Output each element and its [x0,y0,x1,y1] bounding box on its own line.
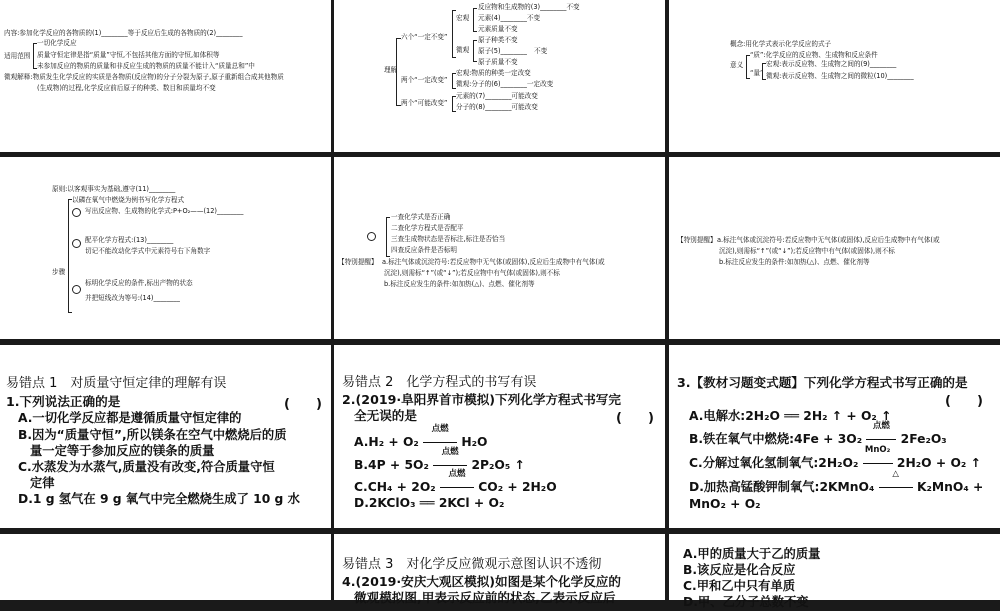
step: 切记不能改动化学式中元素符号右下角数字 [85,247,211,255]
answer-paren[interactable]: ( ) [616,411,654,426]
tip-a: a.标注气体或沉淀符号:若反应物中无气体(或固体),反应后生成物中有气体(或 [717,236,940,244]
option-a[interactable]: A.一切化学反应都是遵循质量守恒定律的 [18,411,242,425]
item: 原子种类不变 [478,36,518,44]
option-d[interactable]: D.1 g 氢气在 9 g 氧气中完全燃烧生成了 10 g 水 [18,492,300,506]
heading: 易错点 3 对化学反应微观示意图认识不透彻 [342,557,602,572]
option-b[interactable]: B.该反应是化合反应 [683,563,796,577]
slide-understanding [334,0,665,152]
condition-label: 点燃 [448,469,466,479]
option-d-right: K₂MnO₄ + [916,480,984,494]
option-c-cont: 定律 [30,476,55,490]
option-d-cont: MnO₂ + O₂ [689,497,761,511]
step-circle [367,232,376,241]
check-item: 一查化学式是否正确 [391,213,451,221]
condition-label: 点燃 [431,424,449,434]
question-cont: 微观模拟图,甲表示反应前的状态,乙表示反应后 [354,590,616,605]
item: 元素(4)________不变 [478,14,541,22]
slide-q1 [0,345,331,528]
condition-label: 点燃 [441,447,459,457]
condition-label: 点燃 [872,421,890,431]
micro-label: 微观 [456,46,470,54]
option-d-left: D.加热高锰酸钾制氧气:2KMnO₄ [689,480,875,494]
step-circle [72,285,81,294]
brace [473,40,477,62]
brace [68,199,72,313]
slide-checks [334,157,665,339]
slide-writing-steps [0,157,331,339]
question: 2.(2019·阜阳界首市模拟)下列化学方程式书写完 [342,392,621,407]
option-d[interactable]: D.甲、乙分子总数不变 [683,595,809,609]
heading: 易错点 1 对质量守恒定律的理解有误 [6,376,227,391]
option-b-cont: 量一定等于参加反应的镁条的质量 [30,444,215,458]
item: 元素质量不变 [478,25,518,33]
condition-label: MnO₂ [864,445,891,455]
group-label: 两个“可能改变” [401,99,448,107]
slide-blank [0,534,331,600]
option-c-right: CO₂ + 2H₂O [478,480,557,494]
tip-b: b.标注反应发生的条件:如加热(△)、点燃、催化剂等 [384,280,535,288]
option-a-right: H₂O [461,435,488,449]
option-b[interactable]: B.因为“质量守恒”,所以镁条在空气中燃烧后的质 [18,428,287,442]
tip-a: a.标注气体或沉淀符号:若反应物中无气体(或固体),反应后生成物中有气体(或 [382,258,605,266]
group-label: 六个“一定不变” [401,33,448,41]
option-b-right: 2P₂O₅ ↑ [471,458,525,472]
range-label: 适用范围 [4,52,31,60]
item: 原子质量不变 [478,58,518,66]
meaning-item: “质”:化学反应的反应物、生成物和反应条件 [750,51,878,59]
content-line: 内容:参加化学反应的各物质的(1)________等于反应后生成的各物质的(2)________ [4,29,243,37]
slide-q4 [334,534,665,605]
item: 原子(5)________ [478,47,527,55]
micro-line: (生成物)的过程,化学反应前后原子的种类、数目和质量均不变 [37,84,216,92]
slide-q4-options [669,534,1000,609]
condition-label: △ [892,469,899,479]
option-b[interactable] [689,421,947,448]
item: 反应物和生成物的(3)________不变 [478,3,580,11]
check-item: 二查化学方程式是否配平 [391,224,464,232]
item: 宏观:物质的种类一定改变 [456,69,531,77]
tip-title: 【特别提醒】 [338,258,378,266]
slide-tip [669,157,1000,339]
brace [473,8,477,32]
step-circle [72,239,81,248]
micro-line: 微观解释:物质发生化学反应的实质是各物质(反应物)的分子分裂为原子,原子重新组合成其他物质 [4,73,284,81]
option-c-left: C.分解过氧化氢制氧气:2H₂O₂ [689,456,859,470]
step: 并把短线改为等号:(14)________ [85,294,180,302]
answer-paren[interactable]: ( ) [945,394,983,409]
option-a[interactable]: A.甲的质量大于乙的质量 [683,547,821,561]
check-item: 四查反应条件是否标明 [391,246,457,254]
tip-title: 【特别提醒】 [677,236,717,244]
brace [396,38,401,106]
meaning-sub: 宏观:表示反应物、生成物之间的(9)________ [766,60,897,68]
option-b-right: 2Fe₂O₃ [900,432,947,446]
macro-label: 宏观 [456,14,470,22]
slide-q3 [669,345,1000,528]
item-suffix: 不变 [534,47,548,55]
step-circle [72,208,81,217]
range-item: 未参加反应的物质的质量和非反应生成的物质的质量不能计入“质量总和”中 [37,62,255,70]
condition [879,469,913,496]
option-c[interactable] [689,445,981,472]
question: 4.(2019·安庆大观区模拟)如图是某个化学反应的 [342,574,621,589]
root-label: 理解 [384,66,398,74]
example: 以磷在氧气中燃烧为例书写化学方程式 [72,196,185,204]
slide-q2 [334,345,665,528]
tip-b: b.标注反应发生的条件:如加热(△)、点燃、催化剂等 [719,258,870,266]
steps-label: 步骤 [52,268,66,276]
meaning-sub: 微观:表示反应物、生成物之间的微粒(10)________ [766,72,914,80]
item: 分子的(8)________可能改变 [456,103,538,111]
option-a[interactable] [354,424,488,451]
step: 配平化学方程式:(13)________ [85,236,174,244]
option-c[interactable]: C.甲和乙中只有单质 [683,579,796,593]
step: 写出反应物、生成物的化学式:P+O₂——(12)________ [85,207,244,215]
concept: 概念:用化学式表示化学反应的式子 [730,40,832,48]
slide-equation-meaning [669,0,1000,152]
check-item: 三查生成物状态是否标注,标注是否恰当 [391,235,506,243]
option-d[interactable] [689,469,984,496]
meaning-item: “量” [750,69,764,77]
brace [386,217,390,257]
option-b-left: B.4P + 5O₂ [354,458,429,472]
answer-paren[interactable]: ( ) [284,397,322,412]
option-c[interactable]: C.水蒸发为水蒸气,质量没有改变,符合质量守恒 [18,460,275,474]
tip-a2: 沉淀),则需标“↑”(或“↓”);若反应物中有气体(或固体),则不标 [384,269,560,277]
question: 1.下列说法正确的是 [6,394,121,409]
heading: 易错点 2 化学方程式的书写有误 [342,375,537,390]
range-item: 质量守恒定律是指“质量”守恒,不包括其他方面的守恒,如体积等 [37,51,220,59]
question: 3.【教材习题变式题】下列化学方程式书写正确的是 [677,375,968,390]
option-c-left: C.CH₄ + 2O₂ [354,480,436,494]
option-c-right: 2H₂O + O₂ ↑ [896,456,981,470]
option-d[interactable]: D.2KClO₃ ══ 2KCl + O₂ [354,496,505,510]
principle: 原则:以客观事实为基础,遵守(11)________ [52,185,176,193]
option-b-left: B.铁在氧气中燃烧:4Fe + 3O₂ [689,432,863,446]
step: 标明化学反应的条件,标出产物的状态 [85,279,193,287]
range-item: 一切化学反应 [37,39,77,47]
slide-conservation-law [0,0,331,152]
option-a-left: A.H₂ + O₂ [354,435,419,449]
tip-a2: 沉淀),则需标“↑”(或“↓”);若反应物中有气体(或固体),则不标 [719,247,895,255]
item: 元素的(7)________可能改变 [456,92,538,100]
item: 微观:分子的(6)________一定改变 [456,80,554,88]
meaning-label: 意义 [730,61,744,69]
group-label: 两个“一定改变” [401,76,448,84]
option-a[interactable]: A.电解水:2H₂O ══ 2H₂ ↑ + O₂ ↑ [689,409,892,423]
question-cont: 全无误的是 [354,408,417,423]
